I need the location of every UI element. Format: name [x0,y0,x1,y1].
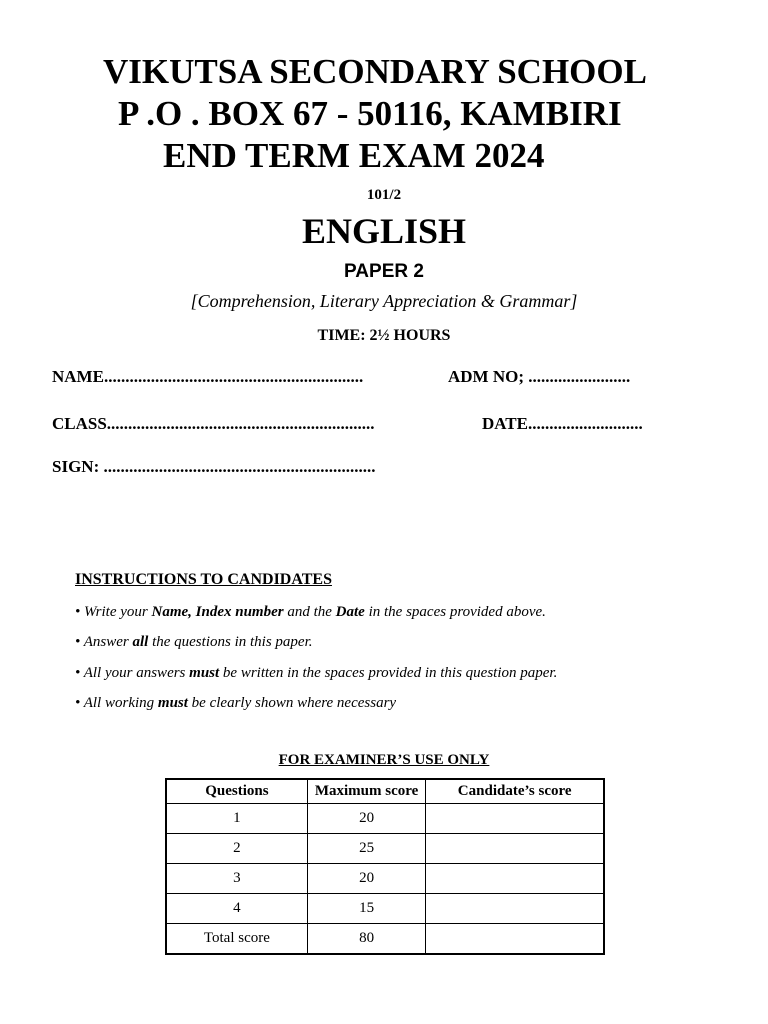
instruction-item: • Write your Name, Index number and the Date in the spaces provided above. [75,604,546,620]
question-cell: 3 [166,864,307,894]
instruction-item: • All working must be clearly shown where necessary [75,695,397,711]
exam-time: TIME: 2½ HOURS [317,327,451,344]
candidate-score-cell[interactable] [426,834,604,864]
table-row [166,924,604,955]
candidate-score-cell[interactable] [426,864,604,894]
column-header: Questions [166,779,307,804]
max-score-cell: 25 [307,834,426,864]
class-field[interactable]: CLASS............................................................... [52,414,375,433]
school-address: P .O . BOX 67 - 50116, KAMBIRI [118,94,622,133]
subject-title: ENGLISH [301,211,467,251]
name-field[interactable]: NAME............................................................. [52,367,364,386]
date-field[interactable]: DATE........................... [482,414,643,433]
candidate-score-cell[interactable] [426,924,604,955]
examiner-use-title: FOR EXAMINER’S USE ONLY [278,752,490,768]
question-cell: 1 [166,804,307,834]
school-name: VIKUTSA SECONDARY SCHOOL [103,52,647,91]
examiner-score-table [165,778,605,955]
table-row [166,804,604,834]
table-header-row [166,779,604,804]
question-cell: 2 [166,834,307,864]
table-row [166,864,604,894]
instructions-title: INSTRUCTIONS TO CANDIDATES [75,571,332,588]
max-score-cell: 20 [307,864,426,894]
instruction-item: • Answer all the questions in this paper. [75,634,313,650]
max-score-cell: 20 [307,804,426,834]
candidate-score-cell[interactable] [426,894,604,924]
paper-number: PAPER 2 [344,261,424,282]
question-cell: 4 [166,894,307,924]
candidate-score-cell[interactable] [426,804,604,834]
exam-title: END TERM EXAM 2024 [163,136,545,175]
paper-topics: [Comprehension, Literary Appreciation & Grammar] [190,291,578,311]
table-row [166,834,604,864]
column-header: Candidate’s score [426,779,604,804]
table-row [166,894,604,924]
paper-code: 101/2 [366,187,402,203]
adm-no-field[interactable]: ADM NO; ........................ [448,367,631,386]
max-score-cell: 15 [307,894,426,924]
column-header: Maximum score [307,779,426,804]
question-cell: Total score [166,924,307,955]
sign-field[interactable]: SIGN: ................................................................ [52,457,376,476]
max-score-cell: 80 [307,924,426,955]
instruction-item: • All your answers must be written in the spaces provided in this question paper. [75,665,558,681]
